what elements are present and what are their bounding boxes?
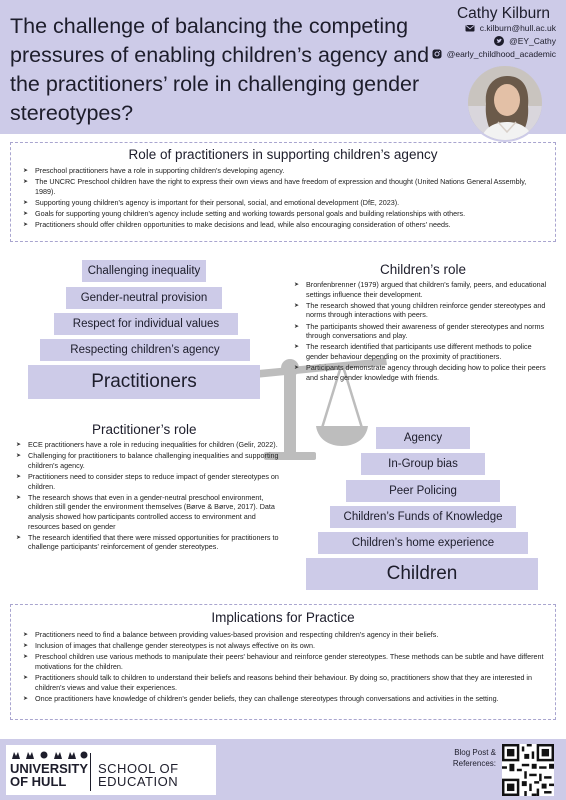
mail-icon [465,23,475,33]
list-item: ➤ The research identified that participants use different methods to police gender behaviour depending on the proximity of practitioners. [292,342,554,361]
practitioners-role-bullets [14,440,284,554]
school-name [98,762,179,788]
implications-title: Implications for Practice [211,610,355,625]
list-item: ➤ The UNCRC Preschool children have the right to express their own views and have freedom of expression and thought (United Nations General Assembly, 1989). [21,177,545,196]
footer-banner [0,739,566,800]
author-name: Cathy Kilburn [456,5,550,22]
twitter-handle[interactable]: @EY_Cathy [509,35,556,46]
practitioners-role-title: Practitioner’s role [92,422,197,437]
list-item: ➤ Bronfenbrenner (1979) argued that children's family, peers, and educational settings influence their development. [292,280,554,299]
blog-label-line-2: References: [452,759,496,768]
school-line-1: SCHOOL OF [98,761,179,776]
stack-item-childrens-home-experience: Children’s home experience [318,532,528,554]
university-logo [6,745,216,795]
qr-code-icon[interactable] [502,744,554,796]
header-banner [0,0,566,134]
list-item: ➤ Practitioners need to consider steps to reduce impact of gender stereotypes on children. [14,472,284,491]
list-item: ➤ Goals for supporting young children's agency include setting and working towards personal goals and building relationships with others. [21,209,545,219]
stack-item-challenging-inequality: Challenging inequality [82,260,206,282]
stack-base-children: Children [306,558,538,590]
list-item: ➤ Practitioners should talk to children to understand their beliefs and reasons behind their behaviour. By doing so, practitioners show that they are interested in children's views and value their experiences. [21,673,545,692]
university-line-1: UNIVERSITY [10,761,89,776]
list-item: ➤ The research shows that even in a gender-neutral preschool environment, children still gender the environment themselves (Børve & Børve, 2017). Data analysis showed how participants controlled access to environment and resources based on gender [14,493,284,531]
list-item: ➤ Challenging for practitioners to balance challenging inequalities and supporting children's agency. [14,451,284,470]
crest-icon [10,749,90,761]
list-item: ➤ Supporting young children's agency is important for their personal, social, and emotional development (DfE, 2023). [21,198,545,208]
list-item: ➤ Inclusion of images that challenge gender stereotypes is not always effective on its own. [21,641,545,651]
implications-section [10,604,556,720]
blog-label-line-1: Blog Post & [454,748,496,757]
email-link[interactable]: c.kilburn@hull.ac.uk [479,22,556,33]
university-line-2: OF HULL [10,774,67,789]
list-item: ➤ ECE practitioners have a role in reducing inequalities for children (Gelir, 2022). [14,440,284,450]
twitter-row [432,34,556,47]
stack-item-respect-individual-values: Respect for individual values [54,313,238,335]
stack-item-agency: Agency [376,427,470,449]
logo-divider [90,753,91,791]
school-line-2: EDUCATION [98,774,179,789]
list-item: ➤ The participants showed their awareness of gender stereotypes and norms through conversations and play. [292,322,554,341]
list-item: ➤ Once practitioners have knowledge of children's gender beliefs, they can challenge stereotypes through conversations and activities in the setting. [21,694,545,704]
stack-base-practitioners: Practitioners [28,365,260,399]
childrens-role-title: Children’s role [380,262,467,277]
author-photo [466,64,544,142]
stack-item-peer-policing: Peer Policing [346,480,500,502]
list-item: ➤ Preschool practitioners have a role in supporting children's developing agency. [21,166,545,176]
list-item: ➤ The research showed that young children reinforce gender stereotypes and norms through interactions with peers. [292,301,554,320]
stack-item-respecting-childrens-agency: Respecting children’s agency [40,339,250,361]
instagram-handle[interactable]: @early_childhood_academic [446,48,556,59]
list-item: ➤ The research identified that there were missed opportunities for practitioners to challenge participants' reinforcement of gender stereotypes. [14,533,284,552]
university-name [10,762,88,788]
list-item: ➤ Practitioners should offer children opportunities to make decisions and lead, while also encouraging consideration of others' needs. [21,220,545,230]
list-item: ➤ Practitioners need to find a balance between providing values-based provision and respecting children's agency in their beliefs. [21,630,545,640]
agency-section-title: Role of practitioners in supporting children’s agency [128,147,438,162]
stack-item-in-group-bias: In-Group bias [361,453,485,475]
stack-item-childrens-funds-of-knowledge: Children’s Funds of Knowledge [330,506,516,528]
contact-list [432,21,556,60]
list-item: ➤ Preschool children use various methods to manipulate their peers' behaviour and reinforce gender stereotypes. These methods can be subtle and have different motivations for the children. [21,652,545,671]
childrens-role-bullets [292,280,554,384]
poster-title: The challenge of balancing the competing pressures of enabling children’s agency and the practitioners’ role in challenging gender stereotypes? [10,14,430,125]
instagram-icon [432,49,442,59]
agency-section [10,142,556,242]
twitter-icon [494,36,504,46]
list-item: ➤ Participants demonstrate agency through deciding how to police their peers and share gender knowledge with friends. [292,363,554,382]
stack-item-gender-neutral-provision: Gender-neutral provision [66,287,222,309]
email-row [432,21,556,34]
agency-bullet-list [21,166,545,230]
implications-bullet-list [21,630,545,704]
blog-references-label [448,747,496,769]
instagram-row [432,47,556,60]
